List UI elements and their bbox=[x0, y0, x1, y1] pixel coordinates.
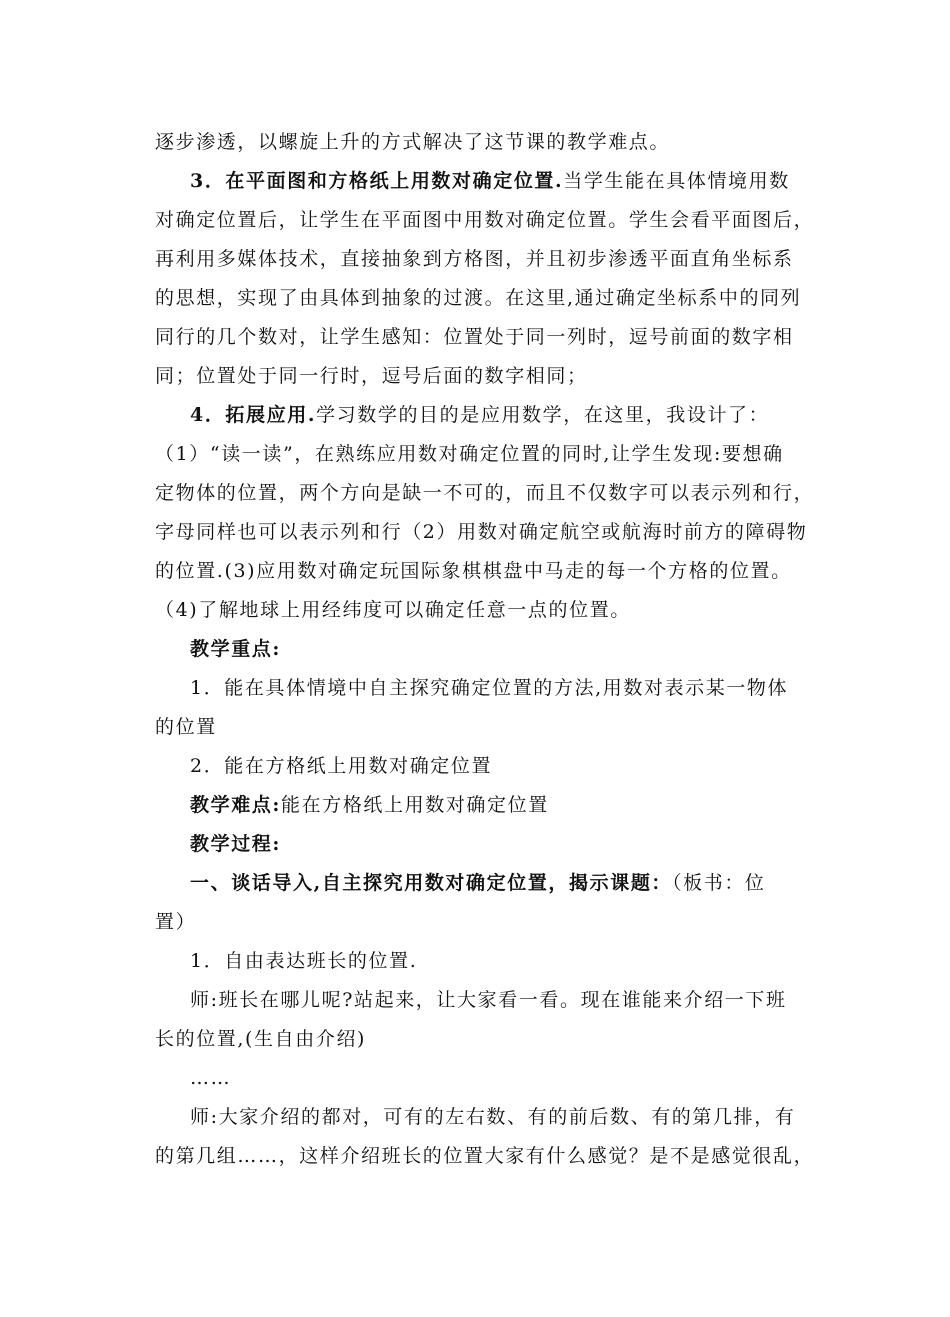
part-one-note: （板书：位 bbox=[672, 872, 766, 894]
process-heading: 教学过程: bbox=[190, 833, 282, 855]
part-one-line bbox=[0, 870, 950, 896]
text-line: 师:班长在哪儿呢?站起来，让大家看一看。现在谁能来介绍一下班 bbox=[190, 989, 787, 1011]
text-line: 的位置 bbox=[155, 716, 217, 738]
text-line: （1）“读一读”，在熟练应用数对确定位置的同时,让学生发现:要想确 bbox=[155, 443, 784, 465]
section-4-text: 学习数学的目的是应用数学，在这里，我设计了： bbox=[316, 404, 770, 426]
text-line: 1．能在具体情境中自主探究确定位置的方法,用数对表示某一物体 bbox=[190, 677, 789, 699]
text-line: 字母同样也可以表示列和行（2）用数对确定航空或航海时前方的障碍物 bbox=[155, 521, 808, 543]
text-line: 同行的几个数对，让学生感知：位置处于同一列时，逗号前面的数字相 bbox=[155, 326, 794, 348]
text-line: 师:大家介绍的都对，可有的左右数、有的前后数、有的第几排，有 bbox=[190, 1106, 796, 1128]
text-line: 1．自由表达班长的位置. bbox=[190, 950, 418, 972]
text-line: （4)了解地球上用经纬度可以确定任意一点的位置。 bbox=[155, 599, 631, 621]
text-line: 的位置.(3)应用数对确定玩国际象棋棋盘中马走的每一个方格的位置。 bbox=[155, 560, 792, 582]
section-4-line bbox=[0, 402, 950, 428]
text-line: 2．能在方格纸上用数对确定位置 bbox=[190, 755, 493, 777]
difficulty-line bbox=[0, 792, 950, 818]
section-3-heading: 3．在平面图和方格纸上用数对确定位置. bbox=[190, 170, 564, 192]
text-line: 置） bbox=[155, 911, 197, 933]
text-line: 长的位置,(生自由介绍) bbox=[155, 1028, 367, 1050]
text-line: 再利用多媒体技术，直接抽象到方格图，并且初步渗透平面直角坐标系 bbox=[155, 248, 794, 270]
text-line: 定物体的位置，两个方向是缺一不可的，而且不仅数字可以表示列和行， bbox=[155, 482, 815, 504]
ellipsis-line: …… bbox=[190, 1067, 232, 1089]
part-one-heading: 一、谈话导入,自主探究用数对确定位置，揭示课题： bbox=[190, 872, 673, 894]
section-3-text: 当学生能在具体情境用数 bbox=[563, 170, 790, 192]
text-line: 的第几组……，这样介绍班长的位置大家有什么感觉？是不是感觉很乱， bbox=[155, 1145, 815, 1167]
text-line: 同；位置处于同一行时，逗号后面的数字相同； bbox=[155, 365, 588, 387]
text-line: 对确定位置后，让学生在平面图中用数对确定位置。学生会看平面图后， bbox=[155, 209, 815, 231]
text-line: 的思想，实现了由具体到抽象的过渡。在这里,通过确定坐标系中的同列 bbox=[155, 287, 802, 309]
difficulty-heading: 教学难点: bbox=[190, 794, 282, 816]
key-points-heading: 教学重点: bbox=[190, 638, 282, 660]
difficulty-text: 能在方格纸上用数对确定位置 bbox=[281, 794, 549, 816]
section-4-heading: 4．拓展应用. bbox=[190, 404, 317, 426]
section-3-line bbox=[0, 168, 950, 194]
text-line: 逐步渗透，以螺旋上升的方式解决了这节课的教学难点。 bbox=[155, 131, 671, 153]
